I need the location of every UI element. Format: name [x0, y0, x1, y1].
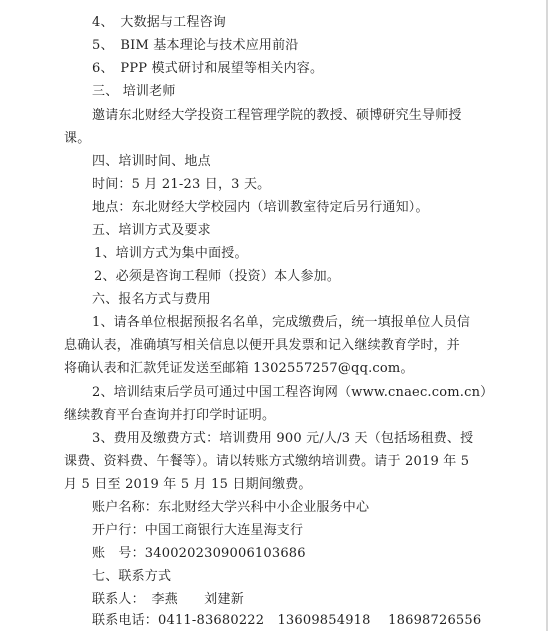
paragraph-line: 2、培训结束后学员可通过中国工程咨询网（www.cnaec.com.cn）: [92, 385, 494, 400]
bank-name: 开户行：中国工商银行大连星海支行: [92, 523, 304, 538]
list-item-5: 5、 BIM 基本理论与技术应用前沿: [92, 38, 299, 53]
section-heading-method: 五、培训方式及要求: [92, 223, 211, 238]
paragraph-line: 继续教育平台查询并打印学时证明。: [64, 408, 276, 423]
contact-persons: 联系人： 李燕 刘建新: [92, 592, 244, 607]
paragraph-line: 月 5 日至 2019 年 5 月 15 日期间缴费。: [64, 477, 312, 492]
account-name: 账户名称：东北财经大学兴科中小企业服务中心: [92, 500, 370, 515]
paragraph-line: 3、费用及缴费方式：培训费用 900 元/人/3 天（包括场租费、授: [92, 431, 474, 446]
paragraph-line: 息确认表，准确填写相关信息以便开具发票和记入继续教育学时，并: [64, 338, 461, 353]
section-heading-time-place: 四、培训时间、地点: [92, 154, 211, 169]
section-heading-contact: 七、联系方式: [92, 569, 172, 584]
paragraph-line: 1、请各单位根据预报名名单，完成缴费后，统一填报单位人员信: [92, 315, 471, 330]
section-heading-registration: 六、报名方式与费用: [92, 292, 211, 307]
paragraph-line: 课费、资料费、午餐等）。请以转账方式缴纳培训费。请于 2019 年 5: [64, 454, 470, 469]
paragraph-line-place: 地点：东北财经大学校园内（培训教室待定后另行通知）。: [92, 200, 429, 215]
list-item-4: 4、 大数据与工程咨询: [92, 15, 226, 30]
contact-phones: 联系电话：0411-83680222 13609854918 18698726556: [92, 613, 482, 628]
paragraph-line-time: 时间：5 月 21-23 日，3 天。: [92, 177, 271, 192]
list-item-6: 6、 PPP 模式研讨和展望等相关内容。: [92, 61, 324, 76]
paragraph-line: 将确认表和汇款凭证发送至邮箱 1302557257@qq.com。: [64, 361, 414, 376]
paragraph-line: 1、培训方式为集中面授。: [94, 246, 248, 261]
account-number: 账 号：3400202309006103686: [92, 546, 306, 561]
section-heading-trainers: 三、 培训老师: [92, 84, 176, 99]
paragraph-line: 课。: [64, 131, 91, 146]
paragraph-line: 邀请东北财经大学投资工程管理学院的教授、硕博研究生导师授: [92, 108, 462, 123]
paragraph-line: 2、必须是咨询工程师（投资）本人参加。: [94, 269, 341, 284]
